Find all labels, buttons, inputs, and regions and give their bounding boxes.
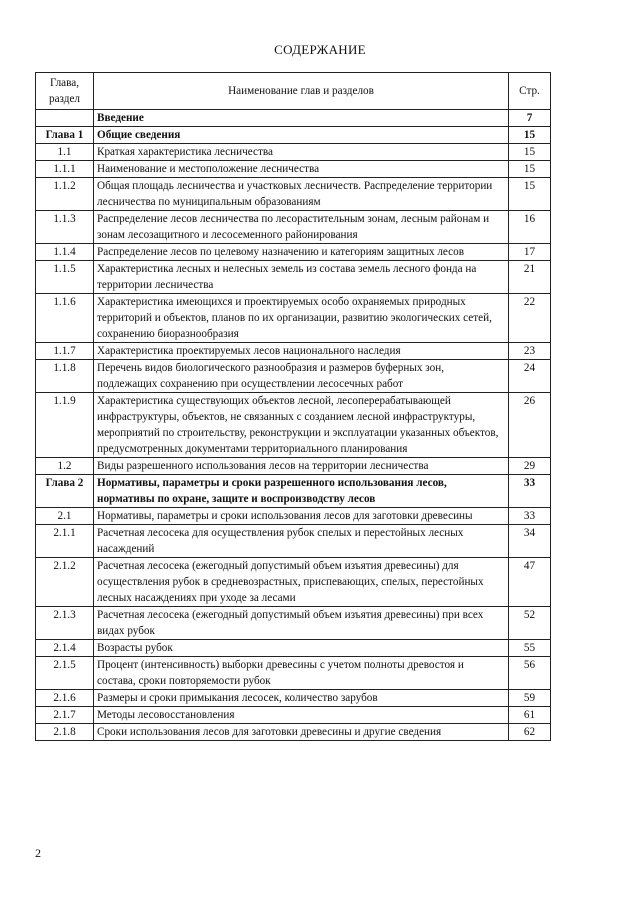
- toc-section-number: 1.1.2: [36, 178, 94, 211]
- toc-section-number: 2.1.3: [36, 607, 94, 640]
- toc-section-title: Общая площадь лесничества и участковых лесничеств. Распределение территории лесничества по муниципальным образованиям: [94, 178, 509, 211]
- toc-section-title: Характеристика проектируемых лесов национального наследия: [94, 343, 509, 360]
- toc-page-number: 56: [509, 657, 551, 690]
- toc-section-number: 1.2: [36, 458, 94, 475]
- toc-section-title: Методы лесовосстановления: [94, 707, 509, 724]
- toc-section-title: Распределение лесов лесничества по лесорастительным зонам, лесным районам и зонам лесозащитного и лесосеменного районирования: [94, 211, 509, 244]
- toc-section-number: 1.1.6: [36, 294, 94, 343]
- toc-section-number: [36, 110, 94, 127]
- toc-section-number: 1.1.9: [36, 393, 94, 458]
- toc-section-number: 1.1.8: [36, 360, 94, 393]
- table-row: [36, 525, 551, 558]
- toc-section-number: 2.1.5: [36, 657, 94, 690]
- toc-page-number: 26: [509, 393, 551, 458]
- toc-section-number: 2.1.6: [36, 690, 94, 707]
- toc-section-number: 1.1: [36, 144, 94, 161]
- table-row: [36, 707, 551, 724]
- toc-page-number: 15: [509, 127, 551, 144]
- table-row: [36, 360, 551, 393]
- toc-body: [36, 110, 551, 741]
- toc-section-title: Введение: [94, 110, 509, 127]
- toc-section-number: 2.1.2: [36, 558, 94, 607]
- header-title: Наименование глав и разделов: [94, 73, 509, 110]
- toc-section-number: 1.1.5: [36, 261, 94, 294]
- toc-section-title: Нормативы, параметры и сроки разрешенного использования лесов, нормативы по охране, защите и воспроизводству лесов: [94, 475, 509, 508]
- header-chapter: Глава, раздел: [36, 73, 94, 110]
- toc-page-number: 29: [509, 458, 551, 475]
- table-row: [36, 690, 551, 707]
- toc-section-title: Характеристика имеющихся и проектируемых особо охраняемых природных территорий и объектов, планов по их организации, развитию экологических сетей, сохранению биоразнообразия: [94, 294, 509, 343]
- toc-section-number: 2.1.7: [36, 707, 94, 724]
- toc-section-title: Виды разрешенного использования лесов на территории лесничества: [94, 458, 509, 475]
- toc-page-number: 52: [509, 607, 551, 640]
- toc-section-title: Расчетная лесосека (ежегодный допустимый объем изъятия древесины) для осуществления рубок в средневозрастных, приспевающих, спелых, перестойных лесных насаждениях при уходе за лесами: [94, 558, 509, 607]
- toc-page-number: 23: [509, 343, 551, 360]
- table-row: [36, 244, 551, 261]
- toc-section-number: 1.1.7: [36, 343, 94, 360]
- table-row: [36, 458, 551, 475]
- toc-page-number: 7: [509, 110, 551, 127]
- table-row: [36, 558, 551, 607]
- toc-section-title: Наименование и местоположение лесничества: [94, 161, 509, 178]
- toc-page-number: 15: [509, 178, 551, 211]
- toc-section-title: Расчетная лесосека (ежегодный допустимый объем изъятия древесины) при всех видах рубок: [94, 607, 509, 640]
- toc-section-number: Глава 1: [36, 127, 94, 144]
- toc-section-title: Общие сведения: [94, 127, 509, 144]
- toc-page-number: 59: [509, 690, 551, 707]
- table-row: [36, 211, 551, 244]
- toc-section-title: Процент (интенсивность) выборки древесины с учетом полноты древостоя и состава, сроки повторяемости рубок: [94, 657, 509, 690]
- header-page: Стр.: [509, 73, 551, 110]
- toc-section-title: Характеристика лесных и нелесных земель из состава земель лесного фонда на территории лесничества: [94, 261, 509, 294]
- toc-section-title: Размеры и сроки примыкания лесосек, количество зарубов: [94, 690, 509, 707]
- page-title: СОДЕРЖАНИЕ: [274, 42, 366, 57]
- toc-section-title: Возрасты рубок: [94, 640, 509, 657]
- table-row: [36, 393, 551, 458]
- table-row: [36, 343, 551, 360]
- toc-page-number: 33: [509, 508, 551, 525]
- toc-page-number: 34: [509, 525, 551, 558]
- table-row: [36, 508, 551, 525]
- toc-page-number: 33: [509, 475, 551, 508]
- toc-page-number: 55: [509, 640, 551, 657]
- toc-page-number: 22: [509, 294, 551, 343]
- toc-page-number: 15: [509, 144, 551, 161]
- table-row: [36, 724, 551, 741]
- table-row: [36, 475, 551, 508]
- table-row: [36, 640, 551, 657]
- toc-page-number: 47: [509, 558, 551, 607]
- toc-section-title: Перечень видов биологического разнообразия и размеров буферных зон, подлежащих сохранению при осуществлении лесосечных работ: [94, 360, 509, 393]
- toc-section-number: Глава 2: [36, 475, 94, 508]
- table-row: [36, 144, 551, 161]
- page-number: 2: [35, 846, 41, 860]
- table-row: [36, 127, 551, 144]
- toc-page-number: 24: [509, 360, 551, 393]
- toc-page-number: 16: [509, 211, 551, 244]
- toc-section-title: Сроки использования лесов для заготовки древесины и другие сведения: [94, 724, 509, 741]
- table-row: [36, 294, 551, 343]
- toc-section-number: 1.1.3: [36, 211, 94, 244]
- table-row: [36, 261, 551, 294]
- toc-header-row: [36, 73, 551, 110]
- table-row: [36, 657, 551, 690]
- toc-section-number: 2.1.1: [36, 525, 94, 558]
- toc-page-number: 17: [509, 244, 551, 261]
- toc-section-number: 2.1.4: [36, 640, 94, 657]
- toc-section-title: Расчетная лесосека для осуществления рубок спелых и перестойных лесных насаждений: [94, 525, 509, 558]
- toc-section-title: Характеристика существующих объектов лесной, лесоперерабатывающей инфраструктуры, объектов, не связанных с созданием лесной инфраструктуры, мероприятий по строительству, реконструкции и эксплуатации указанных объектов, предусмотренных документами территориального планирования: [94, 393, 509, 458]
- toc-page-number: 21: [509, 261, 551, 294]
- table-row: [36, 110, 551, 127]
- toc-section-title: Распределение лесов по целевому назначению и категориям защитных лесов: [94, 244, 509, 261]
- toc-section-number: 1.1.4: [36, 244, 94, 261]
- toc-table: [35, 72, 551, 741]
- toc-section-number: 1.1.1: [36, 161, 94, 178]
- toc-section-title: Краткая характеристика лесничества: [94, 144, 509, 161]
- toc-section-number: 2.1: [36, 508, 94, 525]
- table-row: [36, 178, 551, 211]
- table-row: [36, 607, 551, 640]
- toc-page-number: 62: [509, 724, 551, 741]
- toc-section-number: 2.1.8: [36, 724, 94, 741]
- toc-section-title: Нормативы, параметры и сроки использования лесов для заготовки древесины: [94, 508, 509, 525]
- table-row: [36, 161, 551, 178]
- toc-page-number: 61: [509, 707, 551, 724]
- toc-page-number: 15: [509, 161, 551, 178]
